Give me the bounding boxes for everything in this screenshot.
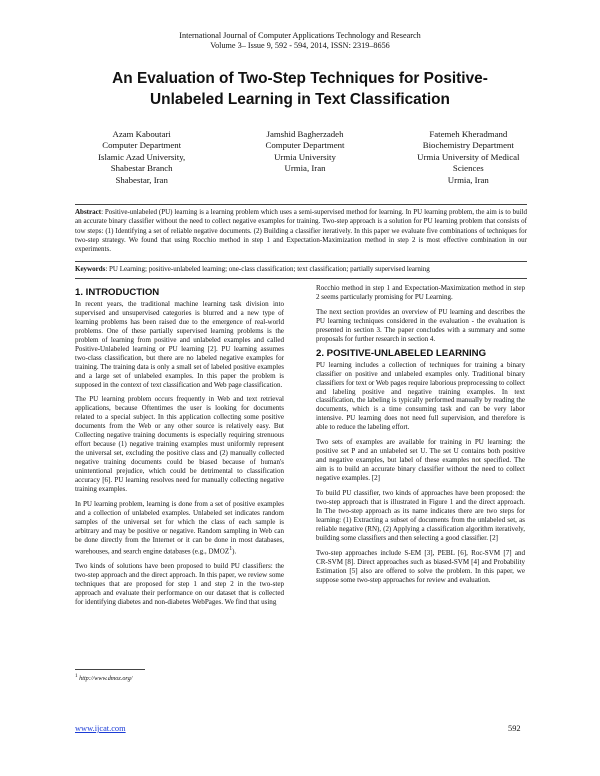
paragraph: In recent years, the traditional machine learning task division into supervised and unsupervised categories is blurred and a new type of learning problems has been raised due to the emergence of real-world problems. One of these partially supervised learning problems is the problem of learning from positive and unlabeled examples and called Positive-Unlabeled learning or PU learning [2]. PU learning assumes two-class classification, but there are no labeled negative examples for training. The training data is only a small set of labeled positive examples and a large set of unlabeled examples. In this paper the problem is supposed in the context of text classification and Web page classification. [75, 299, 284, 389]
journal-name: International Journal of Computer Applications Technology and Research [179, 31, 421, 40]
author-inst: Urmia University [274, 151, 336, 162]
paragraph: Two-step approaches include S-EM [3], PEBL [6], Roc-SVM [7] and CR-SVM [8]. Direct approaches such as biased-SVM [4] and Probability Estimation [5] also are offered to solve the problem. In this paper, we suppose some two-step approaches for review and evaluation. [316, 548, 525, 584]
author-block [60, 129, 550, 186]
abstract [75, 208, 527, 254]
section-heading-introduction: 1. INTRODUCTION [75, 287, 160, 298]
footnote [75, 669, 284, 683]
title-line-2: Unlabeled Learning in Text Classification [150, 91, 450, 108]
footer-url-link[interactable]: www.ijcat.com [75, 724, 126, 733]
right-column [316, 284, 525, 591]
footnote-divider [75, 669, 145, 670]
author-dept: Computer Department [102, 140, 182, 151]
paragraph [75, 500, 284, 556]
paragraph: PU learning includes a collection of techniques for training a binary classifier on positive and unlabeled examples only. Traditional binary classifiers for text or Web pages require laborious preprocessing to collect and labeling positive and negative training examples. In text classification, the labeling is typically performed manually by reading the documents, which is a time consuming task and can be very labor intensive. PU learning does not need full supervision, and therefore is able to reduce the labeling effort. [316, 360, 525, 432]
paragraph-text: In PU learning problem, learning is done from a set of positive examples and a collection of unlabeled examples. Unlabeled set indicates random samples of the universal set for which the class of each sample is arbitrary and may be positive or negative. Random sampling in Web can be done directly from the Internet or it can be done in most databases, warehouses, and search engine databases (e.g., DMOZ [75, 499, 284, 556]
author-inst: Sciences [452, 163, 484, 174]
author-3 [387, 129, 550, 186]
footnote-ref: 1 [229, 545, 233, 552]
abstract-text: : Positive-unlabeled (PU) learning is a learning problem which uses a semi-supervised method for learning. In PU learning problem, the aim is to build an accurate binary classifier without the need to collect negative examples for training. Two-step approach is a solution for PU learning problem that consists of tow steps: (1) Identifying a set of reliable negative documents. (2) Building a classifier iteratively. In this paper we evaluate five combinations of techniques for two-step strategy. We found that using Rocchio method in step 1 and Expectation-Maximization method in step 2 is most effective combination in our experiments. [75, 208, 527, 254]
author-inst: Islamic Azad University, [98, 151, 186, 162]
section-heading-pu-learning: 2. POSITIVE-UNLABELED LEARNING [316, 347, 487, 359]
author-inst: Shabestar Branch [110, 163, 173, 174]
page-number: 592 [508, 724, 521, 733]
volume-line: Volume 3– Issue 9, 592 - 594, 2014, ISSN: 2319–8656 [210, 41, 390, 50]
author-inst: Urmia, Iran [284, 163, 326, 174]
author-dept: Computer Department [265, 140, 345, 151]
paragraph: Two kinds of solutions have been proposed to build PU classifiers: the two-step approach and the direct approach. In this paper, we review some techniques that are proposed for step 1 and step 2 in the two-step approach and evaluate their performance on our dataset that is collected for identifying diabetes and non-diabetes WebPages. We find that using [75, 562, 284, 606]
author-loc: Urmia, Iran [447, 174, 489, 185]
footnote-link[interactable]: http://www.dmoz.org/ [79, 675, 133, 683]
author-loc: Shabestar, Iran [115, 174, 168, 185]
paragraph-text-end: ). [232, 547, 237, 556]
keywords-text: : PU Learning; positive-unlabeled learning; one-class classification; text classification; partially supervised learning [105, 265, 430, 274]
paragraph: To build PU classifier, two kinds of approaches have been proposed: the two-step approach that is illustrated in Figure 1 and the direct approach. In The two-step approach as its name indicates there are two steps for learning: (1) Extracting a subset of documents from the unlabeled set, as reliable negative (RN), (2) Applying a classification algorithm iteratively, building some classifiers and then selecting a good classifier. [2] [316, 489, 525, 542]
paragraph: The PU learning problem occurs frequently in Web and text retrieval applications, because Oftentimes the user is looking for documents related to a special subject. In this application collecting some positive documents from the Web or any other source is relatively easy. But Collecting negative training documents is especially requiring strenuous effort because (1) negative training examples must uniformly represent the universal set, excluding the positive class and (2) manually collected negative training documents could be biased because of human's unintentional prejudice, which could be detrimental to classification accuracy [6]. PU learning resolves need for manually collecting negative training examples. [75, 395, 284, 494]
author-inst: Urmia University of Medical [417, 151, 520, 162]
paragraph: Two sets of examples are available for training in PU learning: the positive set P and an unlabeled set U. The set U contains both positive and negative examples, but label of these examples not specified. The aim is to build an accurate binary classifier without the need to collect negative examples. [2] [316, 438, 525, 483]
title-line-1: An Evaluation of Two-Step Techniques for Positive- [112, 70, 488, 87]
paragraph: Rocchio method in step 1 and Expectation-Maximization method in step 2 seems particularly promising for PU Learning. [316, 284, 525, 301]
footnote-mark: 1 [75, 673, 78, 679]
keywords-label: Keywords [75, 265, 106, 274]
paper-title [70, 68, 530, 110]
keywords [75, 261, 527, 274]
author-2 [223, 129, 386, 186]
abstract-section [75, 204, 527, 279]
left-column [75, 289, 284, 613]
paragraph: The next section provides an overview of PU learning and describes the PU learning techniques considered in the evaluation - the evaluation is presented in section 3. The paper concludes with a summary and some proposals for further research in section 4. [316, 307, 525, 343]
author-1 [60, 129, 223, 186]
author-dept: Biochemistry Department [422, 140, 514, 151]
author-name: Jamshid Bagherzadeh [266, 129, 344, 139]
author-name: Fatemeh Kheradmand [429, 129, 508, 139]
journal-header [0, 31, 600, 51]
author-name: Azam Kaboutari [112, 129, 171, 139]
abstract-label: Abstract [75, 208, 102, 216]
